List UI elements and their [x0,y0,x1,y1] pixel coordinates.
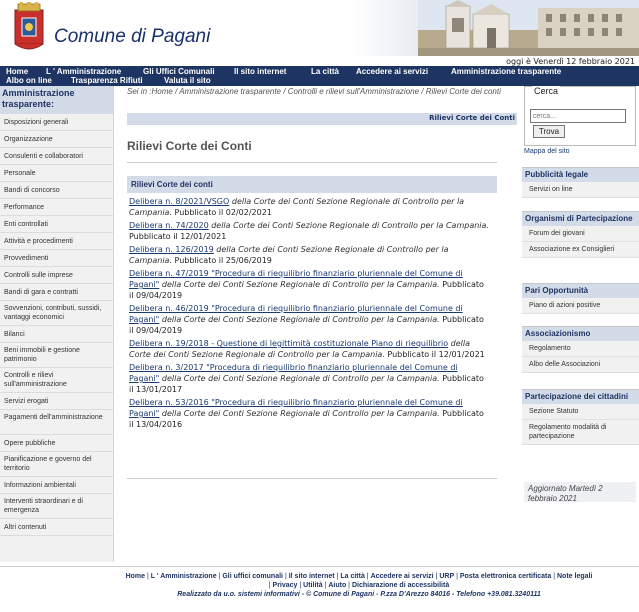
delibera-published-date: Pubblicato il 13/01/2017 [129,374,484,394]
nav-accedere-servizi[interactable]: Accedere ai servizi [356,67,429,76]
divider [0,566,639,567]
sidebar-link-associazione-ex-consiglieri[interactable]: Associazione ex Consiglieri [522,242,639,258]
sidebar-item-organizzazione[interactable]: Organizzazione [0,131,113,148]
section-bar-label: Rilievi Corte dei Conti [429,114,515,122]
nav-amministrazione-trasparente[interactable]: Amministrazione trasparente [451,67,562,76]
delibera-item [129,220,489,242]
sidebar-box-organismi-di-partecipazione [522,211,639,258]
sidebar-box-title[interactable]: Organismi di Partecipazione [522,212,639,226]
sidebar-item-consulenti-e-collaboratori[interactable]: Consulenti e collaboratori [0,148,113,165]
delibera-published-date: Pubblicato il 25/06/2019 [174,256,272,265]
sidebar-item-informazioni-ambientali[interactable]: Informazioni ambientali [0,477,113,494]
delibera-description: della Corte dei Conti Sezione Regionale di Controllo per la Campania. [161,374,440,383]
footer-link-utilita[interactable]: Utilità [303,582,323,589]
delibere-list [129,196,489,432]
footer-credits: Realizzato da u.o. sistemi informativi - © Comune di Pagani - P.zza D'Arezzo 84016 - Telefono +39.081.3240111 [177,591,541,598]
nav-home[interactable]: Home [6,67,29,76]
delibera-published-date: Pubblicato il 02/02/2021 [174,208,272,217]
header-town-photo [418,0,639,56]
nav-uffici-comunali[interactable]: Gli Uffici Comunali [143,67,215,76]
sitemap-link[interactable]: Mappa del sito [524,148,570,155]
sidebar-box-title[interactable]: Pari Opportunità [522,284,639,298]
sidebar-box-pubblicita-legale [522,167,639,198]
sidebar-item-bandi-di-concorso[interactable]: Bandi di concorso [0,182,113,199]
sidebar-box-title[interactable]: Associazionismo [522,327,639,341]
delibera-published-date: Pubblicato il 09/04/2019 [129,315,484,335]
breadcrumb: Sei in :Home / Amministrazione trasparente / Controlli e rilievi sull'Amministrazione / Rilievi Corte dei conti [127,87,501,96]
breadcrumb-controlli-rilievi[interactable]: Controlli e rilievi sull'Amministrazione [287,87,420,96]
list-header [127,176,497,193]
sidebar-item-beni-immobili-e-gestione-patrimonio[interactable]: Beni immobili e gestione patrimonio [0,343,113,368]
sidebar-item-bilanci[interactable]: Bilanci [0,326,113,343]
footer-link-posta-elettronica-certificata[interactable]: Posta elettronica certificata [459,573,552,580]
delibera-item [129,397,489,430]
top-navigation [0,66,639,86]
delibera-item [129,268,489,301]
sidebar-item-pagamenti-dell-amministrazione[interactable]: Pagamenti dell'amministrazione [0,410,113,435]
search-button[interactable]: Trova [533,125,565,138]
delibera-description: della Corte dei Conti Sezione Regionale di Controllo per la Campania. [129,245,449,265]
footer [124,572,594,599]
footer-link-home[interactable]: Home [125,573,146,580]
sidebar-item-opere-pubbliche[interactable]: Opere pubbliche [0,435,113,452]
delibera-description: della Corte dei Conti Sezione Regionale di Controllo per la Campania. [161,315,440,324]
sidebar-box-partecipazione-dei-cittadini [522,389,639,445]
sidebar-item-disposizioni-generali[interactable]: Disposizioni generali [0,114,113,131]
footer-link-il-sito-internet[interactable]: Il sito internet [288,573,335,580]
nav-amministrazione[interactable]: L ' Amministrazione [46,67,122,76]
sidebar-item-enti-controllati[interactable]: Enti controllati [0,216,113,233]
breadcrumb-current: Rilievi Corte dei conti [425,87,501,96]
delibera-description: della Corte dei Conti Sezione Regionale di Controllo per la Campania. [161,409,440,418]
site-header [0,0,639,56]
search-legend: Cerca [534,86,559,96]
footer-link-l-amministrazione[interactable]: L ' Amministrazione [150,573,217,580]
sidebar-box-title[interactable]: Pubblicità legale [522,168,639,182]
footer-link-accedere-ai-servizi[interactable]: Accedere ai servizi [370,573,434,580]
last-updated: Aggiornato Martedì 2 febbraio 2021 [524,482,636,502]
sidebar-item-personale[interactable]: Personale [0,165,113,182]
breadcrumb-home[interactable]: Home [151,87,173,96]
footer-link-urp[interactable]: URP [439,573,455,580]
sidebar-item-controlli-sulle-imprese[interactable]: Controlli sulle imprese [0,267,113,284]
page-title: Rilievi Corte dei Conti [127,139,252,153]
footer-link-privacy[interactable]: Privacy [272,582,298,589]
sidebar-title: Amministrazione trasparente: [0,86,113,114]
footer-links: Home | L ' Amministrazione | Gli uffici comunali | Il sito internet | La città | Accedere ai servizi | URP | Posta elettronica certificata | Note legali | Privacy | Utilità | Aiuto | Dichiarazione di accessibilità [125,573,593,589]
divider [127,162,497,163]
delibera-item [129,362,489,395]
sidebar-link-sezione-statuto[interactable]: Sezione Statuto [522,404,639,420]
sidebar-link-regolamento-modalita-di-partecipazione[interactable]: Regolamento modalità di partecipazione [522,420,639,445]
delibera-link[interactable]: Delibera n. 3/2017 "Procedura di riequilibrio finanziario pluriennale del Comune di Pagani" [129,363,458,383]
sidebar-item-pianificazione-e-governo-del-territorio[interactable]: Pianificazione e governo del territorio [0,452,113,477]
nav-sito-internet[interactable]: Il sito internet [234,67,287,76]
sidebar-item-attivita-e-procedimenti[interactable]: Attività e procedimenti [0,233,113,250]
delibera-published-date: Pubblicato il 13/04/2016 [129,409,484,429]
delibera-link[interactable]: Delibera n. 53/2016 "Procedura di riequilibrio finanziario pluriennale del Comune di Pagani" [129,398,463,418]
divider [127,478,497,479]
delibera-item [129,303,489,336]
sidebar-item-performance[interactable]: Performance [0,199,113,216]
delibera-published-date: Pubblicato il 12/01/2021 [387,350,485,359]
delibera-description: della Corte dei Conti Sezione Regionale di Controllo per la Campania. [211,221,489,230]
delibera-published-date: Pubblicato il 09/04/2019 [129,280,484,300]
site-title[interactable]: Comune di Pagani [54,26,211,47]
sidebar-item-provvedimenti[interactable]: Provvedimenti [0,250,113,267]
delibera-item [129,338,489,360]
nav-citta[interactable]: La città [311,67,340,76]
sidebar-link-albo-delle-associazioni[interactable]: Albo delle Associazioni [522,357,639,373]
footer-link-dichiarazione-di-accessibilita[interactable]: Dichiarazione di accessibilità [351,582,450,589]
delibera-link[interactable]: Delibera n. 19/2018 - Questione di legittimità costituzionale Piano di riequilibrio [129,339,449,348]
left-sidebar [0,86,114,562]
delibera-link[interactable]: Delibera n. 46/2019 "Procedura di riequilibrio finanziario pluriennale del Comune di Pagani" [129,304,463,324]
sidebar-link-piano-di-azioni-positive[interactable]: Piano di azioni positive [522,298,639,314]
footer-link-aiuto[interactable]: Aiuto [328,582,347,589]
sidebar-box-title[interactable]: Partecipazione dei cittadini [522,390,639,404]
footer-link-gli-uffici-comunali[interactable]: Gli uffici comunali [222,573,283,580]
sidebar-item-servizi-erogati[interactable]: Servizi erogati [0,393,113,410]
delibera-item [129,196,489,218]
delibera-description: della Corte dei Conti Sezione Regionale di Controllo per la Campania. [161,280,440,289]
town-crest-logo[interactable] [10,2,48,54]
footer-link-note-legali[interactable]: Note legali [557,573,593,580]
search-input[interactable] [530,109,626,123]
section-bar [127,113,517,125]
nav-albo-on-line[interactable]: Albo on line [6,76,52,85]
delibera-link[interactable]: Delibera n. 126/2019 [129,245,214,254]
nav-valuta-sito[interactable]: Valuta il sito [164,76,211,85]
delibera-description: della Corte dei Conti Sezione Regionale di Controllo per la Campania. [129,197,465,217]
footer-link-la-citta[interactable]: La città [340,573,365,580]
sidebar-link-forum-dei-giovani[interactable]: Forum dei giovani [522,226,639,242]
delibera-description: della Corte dei Conti Sezione Regionale di Controllo per la Campania. [129,339,471,359]
delibera-link[interactable]: Delibera n. 47/2019 "Procedura di riequilibrio finanziario pluriennale del Comune di Pagani" [129,269,463,289]
sidebar-item-sovvenzioni-contributi-sussidi-vantaggi-[interactable]: Sovvenzioni, contributi, sussidi, vantaggi economici [0,301,113,326]
sidebar-link-servizi-on-line[interactable]: Servizi on line [522,182,639,198]
sidebar-item-bandi-di-gara-e-contratti[interactable]: Bandi di gara e contratti [0,284,113,301]
sidebar-box-associazionismo [522,326,639,373]
sidebar-box-pari-opportunita [522,283,639,314]
delibera-link[interactable]: Delibera n. 74/2020 [129,221,209,230]
breadcrumb-prefix: Sei in : [127,87,152,96]
delibera-link[interactable]: Delibera n. 8/2021/VSGO [129,197,230,206]
delibera-published-date: Pubblicato il 12/01/2021 [129,232,227,241]
sidebar-item-interventi-straordinari-e-di-emergenza[interactable]: Interventi straordinari e di emergenza [0,494,113,519]
nav-trasparenza-rifiuti[interactable]: Trasparenza Rifiuti [71,76,143,85]
current-date: oggi è Venerdì 12 febbraio 2021 [506,57,635,66]
sidebar-item-controlli-e-rilievi-sull-amministrazione[interactable]: Controlli e rilievi sull'amministrazione [0,368,113,393]
sidebar-item-altri-contenuti[interactable]: Altri contenuti [0,519,113,536]
delibera-item [129,244,489,266]
sidebar-link-regolamento[interactable]: Regolamento [522,341,639,357]
list-header-label: Rilievi Corte dei conti [131,180,213,189]
breadcrumb-amministrazione-trasparente[interactable]: Amministrazione trasparente [179,87,282,96]
